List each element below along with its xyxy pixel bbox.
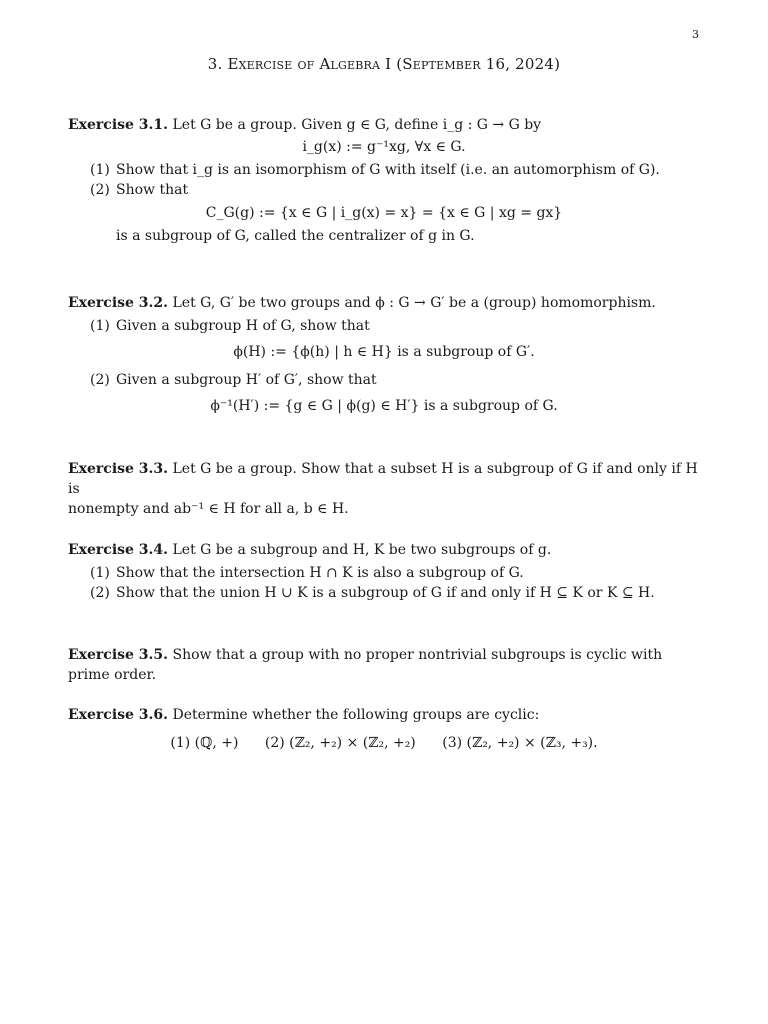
item-number: (2) bbox=[90, 182, 110, 198]
exercise-label: Exercise 3.1. bbox=[68, 117, 169, 133]
display-math: ϕ⁻¹(H′) := {g ∈ G | ϕ(g) ∈ H′} is a subgroup of G. bbox=[210, 398, 558, 414]
option: (1) (ℚ, +) bbox=[170, 735, 239, 751]
exercise-intro-continued: nonempty and ab⁻¹ ∈ H for all a, b ∈ H. bbox=[68, 501, 349, 517]
option: (2) (ℤ₂, +₂) × (ℤ₂, +₂) bbox=[264, 735, 416, 751]
exercise-intro: Let G be a group. Given g ∈ G, define i_g : G → G by bbox=[172, 117, 542, 133]
options-row bbox=[68, 733, 700, 753]
item-text: Show that i_g is an isomorphism of G with itself (i.e. an automorphism of G). bbox=[116, 162, 660, 178]
list-item bbox=[68, 370, 700, 390]
exercise-intro: Let G be a group. Show that a subset H is a subgroup of G if and only if H is bbox=[68, 461, 698, 497]
exercise-label: Exercise 3.5. bbox=[68, 647, 169, 663]
exercise-outro: is a subgroup of G, called the centralizer of g in G. bbox=[116, 228, 475, 244]
exercise-3-4 bbox=[68, 540, 700, 603]
item-text: Show that bbox=[116, 182, 189, 198]
title-number: 3. bbox=[207, 55, 223, 73]
option: (3) (ℤ₂, +₂) × (ℤ₃, +₃). bbox=[442, 735, 598, 751]
item-text: Show that the intersection H ∩ K is also a subgroup of G. bbox=[116, 565, 524, 581]
exercise-label: Exercise 3.4. bbox=[68, 542, 169, 558]
exercise-intro: Determine whether the following groups are cyclic: bbox=[172, 707, 540, 723]
exercise-3-1 bbox=[68, 115, 700, 246]
item-number: (1) bbox=[90, 162, 110, 178]
exercise-label: Exercise 3.3. bbox=[68, 461, 169, 477]
exercise-3-3 bbox=[68, 459, 700, 519]
item-number: (2) bbox=[90, 372, 110, 388]
item-number: (2) bbox=[90, 585, 110, 601]
item-number: (1) bbox=[90, 565, 110, 581]
exercise-3-5 bbox=[68, 645, 700, 685]
list-item bbox=[68, 563, 700, 583]
title-text: Exercise of Algebra I (September 16, 2024) bbox=[227, 55, 561, 73]
list-item bbox=[68, 316, 700, 336]
page-number: 3 bbox=[692, 28, 699, 41]
item-text: Show that the union H ∪ K is a subgroup of G if and only if H ⊆ K or K ⊆ H. bbox=[116, 585, 655, 601]
display-math: i_g(x) := g⁻¹xg, ∀x ∈ G. bbox=[302, 139, 466, 155]
exercise-3-2 bbox=[68, 293, 700, 416]
exercise-intro: Show that a group with no proper nontrivial subgroups is cyclic with prime order. bbox=[68, 647, 663, 683]
item-number: (1) bbox=[90, 318, 110, 334]
list-item bbox=[68, 160, 700, 180]
item-text: Given a subgroup H′ of G′, show that bbox=[116, 372, 377, 388]
exercise-intro: Let G, G′ be two groups and ϕ : G → G′ be a (group) homomorphism. bbox=[172, 295, 656, 311]
item-text: Given a subgroup H of G, show that bbox=[116, 318, 370, 334]
display-math: ϕ(H) := {ϕ(h) | h ∈ H} is a subgroup of G′. bbox=[233, 344, 535, 360]
exercise-3-6 bbox=[68, 705, 700, 755]
exercise-label: Exercise 3.2. bbox=[68, 295, 169, 311]
list-item bbox=[68, 180, 700, 200]
display-math: C_G(g) := {x ∈ G | i_g(x) = x} = {x ∈ G | xg = gx} bbox=[205, 205, 563, 221]
page-title bbox=[0, 55, 768, 73]
exercise-intro: Let G be a subgroup and H, K be two subgroups of g. bbox=[172, 542, 552, 558]
exercise-label: Exercise 3.6. bbox=[68, 707, 169, 723]
list-item bbox=[68, 583, 700, 603]
